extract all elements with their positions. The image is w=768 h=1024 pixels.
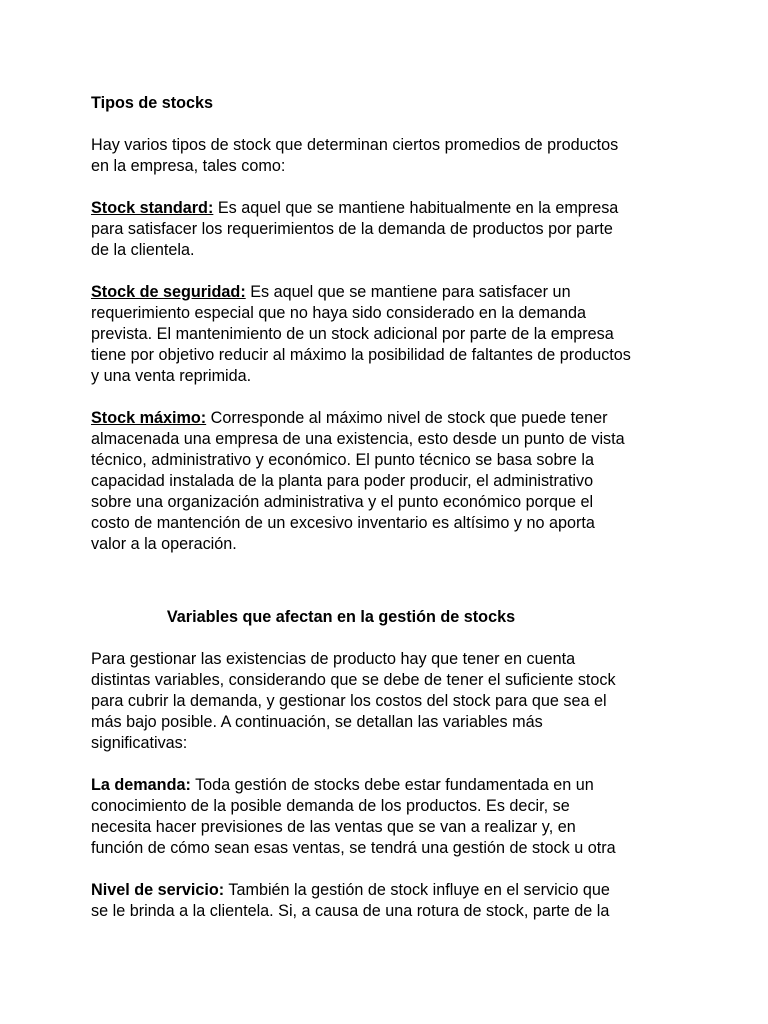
text-line: tiene por objetivo reducir al máximo la posibilidad de faltantes de productos (91, 346, 631, 364)
term-nivel-servicio: Nivel de servicio: (91, 881, 225, 899)
section-title-tipos: Tipos de stocks (91, 94, 214, 112)
text-line: para cubrir la demanda, y gestionar los costos del stock para que sea el (91, 692, 607, 710)
paragraph-demanda (91, 775, 691, 859)
text-line: requerimiento especial que no haya sido considerado en la demanda (91, 304, 586, 322)
text-line: se le brinda a la clientela. Si, a causa de una rotura de stock, parte de la (91, 902, 610, 920)
text-line: Corresponde al máximo nivel de stock que puede tener (206, 409, 608, 427)
text-line: Es aquel que se mantiene para satisfacer un (245, 283, 571, 301)
text-line: y una venta reprimida. (91, 367, 252, 385)
text-line: También la gestión de stock influye en el servicio que (224, 881, 610, 899)
text-line: para satisfacer los requerimientos de la demanda de productos por parte (91, 220, 613, 238)
paragraph-variables-intro (91, 649, 691, 754)
text-line: de la clientela. (91, 241, 195, 259)
term-stock-seguridad: Stock de seguridad: (91, 283, 246, 301)
text-line: Es aquel que se mantiene habitualmente en la empresa (213, 199, 619, 217)
text-line: función de cómo sean esas ventas, se tendrá una gestión de stock u otra (91, 839, 616, 857)
text-line: capacidad instalada de la planta para poder producir, el administrativo (91, 472, 594, 490)
text-line: necesita hacer previsiones de las ventas que se van a realizar y, en (91, 818, 576, 836)
text-line: valor a la operación. (91, 535, 237, 553)
paragraph-stock-seguridad (91, 282, 691, 387)
term-demanda: La demanda: (91, 776, 191, 794)
text-line: en la empresa, tales como: (91, 157, 286, 175)
intro-paragraph (91, 135, 691, 177)
text-line: significativas: (91, 734, 188, 752)
text-line: más bajo posible. A continuación, se detallan las variables más (91, 713, 543, 731)
text-line: distintas variables, considerando que se debe de tener el suficiente stock (91, 671, 616, 689)
document-page (91, 93, 691, 922)
text-line: sobre una organización administrativa y el punto económico porque el (91, 493, 594, 511)
text-line: costo de mantención de un excesivo inventario es altísimo y no aporta (91, 514, 595, 532)
paragraph-nivel-servicio (91, 880, 691, 922)
text-line: almacenada una empresa de una existencia, esto desde un punto de vista (91, 430, 625, 448)
text-line: Toda gestión de stocks debe estar fundamentada en un (190, 776, 594, 794)
paragraph-stock-maximo (91, 408, 691, 555)
text-line: conocimiento de la posible demanda de los productos. Es decir, se (91, 797, 570, 815)
text-line: técnico, administrativo y económico. El punto técnico se basa sobre la (91, 451, 594, 469)
text-line: prevista. El mantenimiento de un stock adicional por parte de la empresa (91, 325, 614, 343)
term-stock-standard: Stock standard: (91, 199, 214, 217)
paragraph-stock-standard (91, 198, 691, 261)
text-line: Para gestionar las existencias de producto hay que tener en cuenta (91, 650, 576, 668)
section-title-variables: Variables que afectan en la gestión de stocks (166, 608, 516, 626)
text-line: Hay varios tipos de stock que determinan ciertos promedios de productos (91, 136, 619, 154)
term-stock-maximo: Stock máximo: (91, 409, 207, 427)
